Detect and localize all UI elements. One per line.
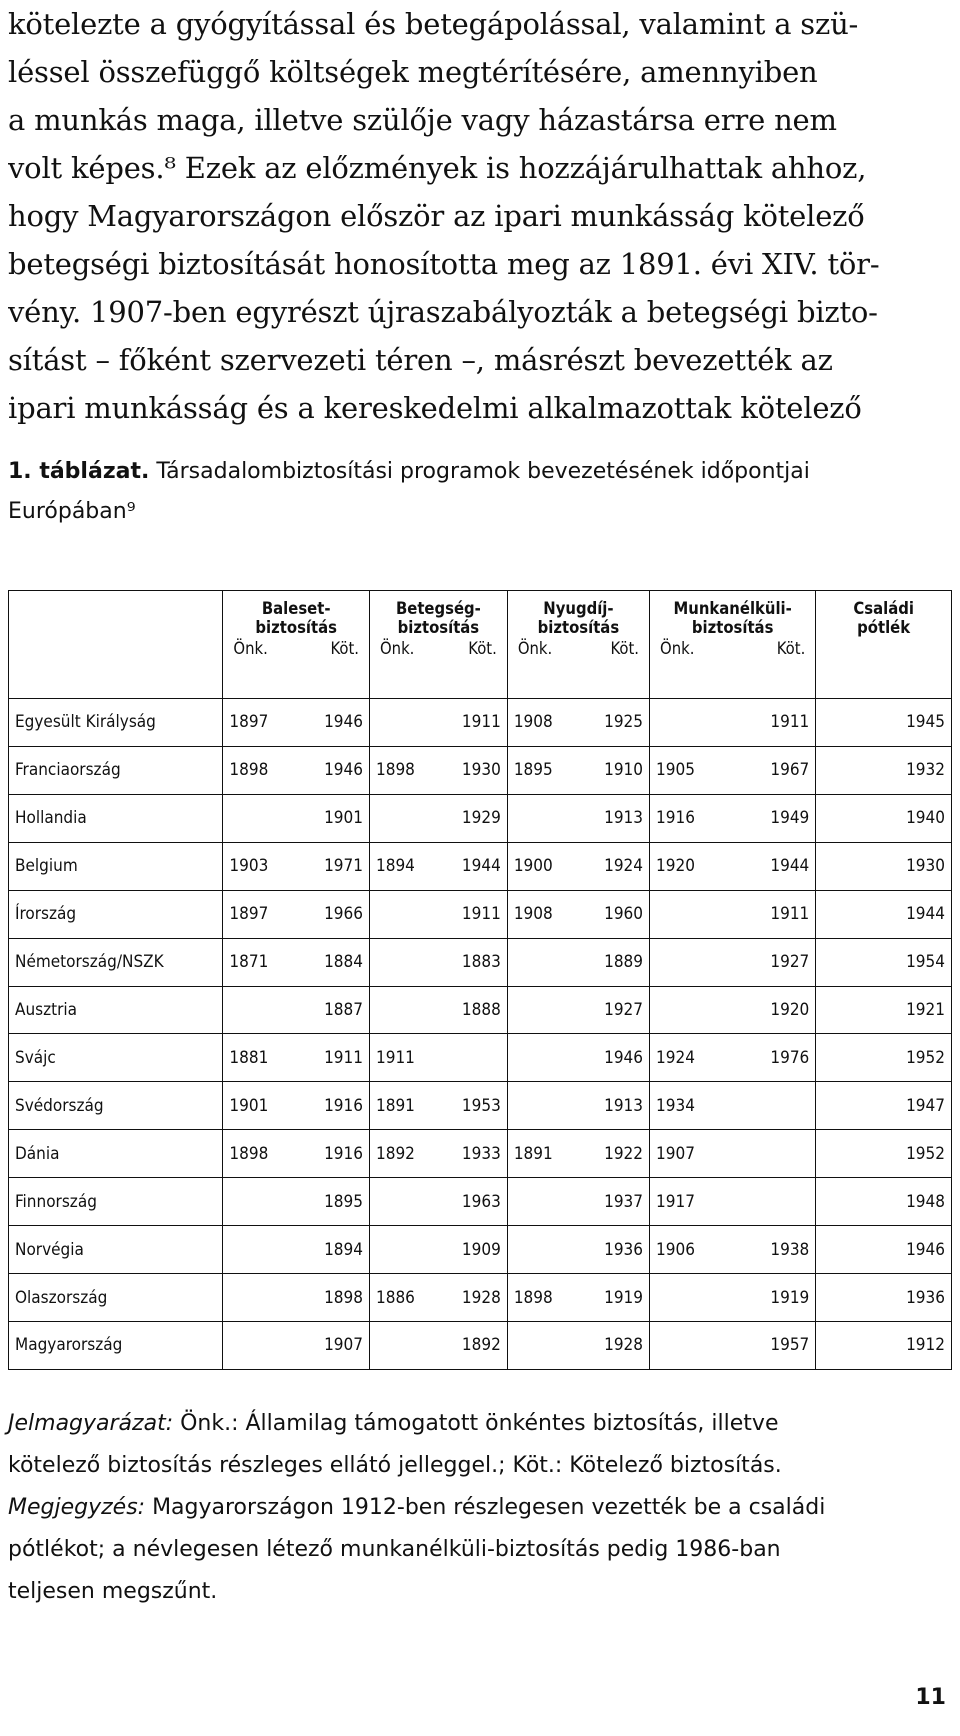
year-pair-cell xyxy=(650,842,816,890)
legend-text: kötelező biztosítás részleges ellátó jelleggel.; Köt.: Kötelező biztosítás. xyxy=(8,1453,782,1478)
year-kot: 1884 xyxy=(324,952,363,973)
table-row xyxy=(9,794,952,842)
family-allowance-cell: 1944 xyxy=(816,890,952,938)
year-onk: 1892 xyxy=(375,1143,415,1164)
table-row xyxy=(9,1274,952,1322)
year-kot: 1889 xyxy=(604,952,644,973)
year-pair-cell xyxy=(650,938,816,986)
year-pair-cell xyxy=(650,1178,816,1226)
body-line: betegségi biztosítását honosította meg az 1891. évi XIV. tör- xyxy=(8,247,880,281)
year-kot: 1883 xyxy=(461,952,501,973)
year-kot: 1901 xyxy=(324,808,363,829)
year-pair-cell xyxy=(650,1082,816,1130)
year-onk xyxy=(514,1096,554,1116)
year-onk xyxy=(656,952,696,972)
year-onk xyxy=(656,904,696,924)
year-kot: 1919 xyxy=(770,1287,810,1308)
year-onk: 1894 xyxy=(375,856,415,877)
table-row xyxy=(9,1082,952,1130)
year-pair-cell xyxy=(223,699,370,747)
year-onk: 1901 xyxy=(229,1095,269,1116)
subheader-kot: Köt. xyxy=(330,639,359,658)
year-pair-cell xyxy=(650,986,816,1034)
year-kot: 1966 xyxy=(324,904,363,925)
country-cell: Írország xyxy=(9,890,223,938)
year-kot: 1911 xyxy=(461,904,501,925)
year-pair-cell xyxy=(507,699,649,747)
country-cell: Belgium xyxy=(9,842,223,890)
year-onk xyxy=(229,1335,269,1355)
country-cell: Dánia xyxy=(9,1130,223,1178)
year-kot: 1910 xyxy=(604,760,644,781)
year-onk xyxy=(514,1192,554,1212)
year-onk xyxy=(376,1240,416,1260)
year-kot: 1953 xyxy=(461,1095,501,1116)
year-pair-cell xyxy=(369,1321,507,1369)
year-pair-cell xyxy=(369,1274,507,1322)
year-onk xyxy=(376,808,416,828)
year-pair-cell xyxy=(369,1034,507,1082)
year-onk: 1905 xyxy=(656,760,695,781)
year-onk: 1898 xyxy=(229,1143,269,1164)
year-kot: 1949 xyxy=(770,808,810,829)
year-pair-cell xyxy=(223,1274,370,1322)
year-onk xyxy=(514,1240,554,1260)
year-pair-cell xyxy=(223,890,370,938)
year-onk: 1908 xyxy=(513,712,553,733)
year-kot: 1946 xyxy=(324,760,363,781)
family-allowance-cell: 1921 xyxy=(816,986,952,1034)
year-pair-cell xyxy=(507,1321,649,1369)
family-allowance-cell: 1912 xyxy=(816,1321,952,1369)
year-kot xyxy=(769,1192,809,1212)
year-onk xyxy=(229,1288,269,1308)
year-onk: 1907 xyxy=(656,1143,695,1164)
year-pair-cell xyxy=(507,986,649,1034)
subheader-kot: Köt. xyxy=(468,639,497,658)
year-onk: 1924 xyxy=(656,1047,695,1068)
year-onk: 1886 xyxy=(375,1287,415,1308)
year-kot: 1930 xyxy=(461,760,501,781)
year-kot: 1909 xyxy=(461,1239,501,1260)
year-pair-cell xyxy=(223,1130,370,1178)
year-kot: 1960 xyxy=(604,904,644,925)
header-line: biztosítás xyxy=(397,618,480,637)
table-container xyxy=(8,590,952,1370)
year-kot: 1911 xyxy=(324,1047,363,1068)
note-text: teljesen megszűnt. xyxy=(8,1579,218,1604)
year-pair-cell xyxy=(507,1274,649,1322)
table-row xyxy=(9,890,952,938)
year-pair-cell xyxy=(223,1178,370,1226)
year-pair-cell xyxy=(223,938,370,986)
body-line: sítást – főként szervezeti téren –, másrészt bevezették az xyxy=(8,343,833,377)
year-pair-cell xyxy=(650,1226,816,1274)
year-kot: 1957 xyxy=(770,1335,810,1356)
year-pair-cell xyxy=(507,938,649,986)
family-allowance-cell: 1936 xyxy=(816,1274,952,1322)
year-pair-cell xyxy=(223,746,370,794)
year-kot: 1916 xyxy=(324,1143,363,1164)
year-kot: 1927 xyxy=(604,999,644,1020)
year-kot: 1944 xyxy=(770,856,810,877)
header-line: pótlék xyxy=(857,618,911,637)
year-pair-cell xyxy=(507,842,649,890)
family-allowance-cell: 1945 xyxy=(816,699,952,747)
year-kot: 1913 xyxy=(604,808,644,829)
country-cell: Svédország xyxy=(9,1082,223,1130)
year-onk xyxy=(376,1192,416,1212)
year-kot: 1888 xyxy=(461,999,501,1020)
year-pair-cell xyxy=(369,1226,507,1274)
family-allowance-cell: 1932 xyxy=(816,746,952,794)
caption-text-2: Európában⁹ xyxy=(8,499,136,524)
table-header-row xyxy=(9,591,952,699)
year-onk xyxy=(514,808,554,828)
header-corner xyxy=(9,591,223,699)
year-pair-cell xyxy=(369,938,507,986)
year-pair-cell xyxy=(223,794,370,842)
year-kot xyxy=(769,1096,809,1116)
year-onk: 1903 xyxy=(229,856,269,877)
year-pair-cell xyxy=(369,842,507,890)
caption-text: Társadalombiztosítási programok bevezetésének időpontjai xyxy=(149,459,810,484)
family-allowance-cell: 1952 xyxy=(816,1034,952,1082)
year-onk: 1898 xyxy=(375,760,415,781)
year-onk: 1920 xyxy=(656,856,695,877)
year-kot: 1913 xyxy=(604,1095,644,1116)
year-onk: 1897 xyxy=(229,904,269,925)
year-kot: 1967 xyxy=(770,760,810,781)
year-kot: 1924 xyxy=(604,856,644,877)
table-body xyxy=(9,699,952,1370)
year-onk: 1897 xyxy=(229,712,269,733)
year-onk: 1908 xyxy=(513,904,553,925)
year-onk xyxy=(376,1335,416,1355)
legend-label: Jelmagyarázat: xyxy=(8,1411,174,1436)
year-kot: 1938 xyxy=(770,1239,810,1260)
year-kot: 1898 xyxy=(324,1287,363,1308)
body-line: hogy Magyarországon először az ipari munkásság kötelező xyxy=(8,199,865,233)
year-kot: 1895 xyxy=(324,1191,363,1212)
header-line: Munkanélküli- xyxy=(673,599,792,618)
year-pair-cell xyxy=(369,746,507,794)
year-kot: 1911 xyxy=(770,712,810,733)
year-onk: 1881 xyxy=(229,1047,269,1068)
year-kot: 1925 xyxy=(604,712,644,733)
year-kot: 1963 xyxy=(461,1191,501,1212)
year-onk xyxy=(514,1000,554,1020)
year-pair-cell xyxy=(369,1130,507,1178)
family-allowance-cell: 1940 xyxy=(816,794,952,842)
year-pair-cell xyxy=(369,699,507,747)
family-allowance-cell: 1954 xyxy=(816,938,952,986)
year-onk: 1911 xyxy=(375,1047,415,1068)
family-allowance-cell: 1948 xyxy=(816,1178,952,1226)
header-cell xyxy=(223,591,370,699)
table-row xyxy=(9,842,952,890)
year-onk: 1898 xyxy=(229,760,269,781)
year-pair-cell xyxy=(223,986,370,1034)
year-pair-cell xyxy=(507,890,649,938)
year-kot xyxy=(461,1048,501,1068)
year-onk: 1898 xyxy=(513,1287,553,1308)
header-line: biztosítás xyxy=(537,618,620,637)
year-onk xyxy=(376,1000,416,1020)
year-pair-cell xyxy=(650,699,816,747)
year-pair-cell xyxy=(223,1321,370,1369)
year-pair-cell xyxy=(507,1034,649,1082)
year-pair-cell xyxy=(650,1321,816,1369)
year-kot: 1937 xyxy=(604,1191,644,1212)
table-row xyxy=(9,1321,952,1369)
year-onk: 1934 xyxy=(656,1095,695,1116)
year-onk: 1895 xyxy=(513,760,553,781)
year-onk xyxy=(376,904,416,924)
year-kot: 1928 xyxy=(461,1287,501,1308)
year-kot: 1946 xyxy=(324,712,363,733)
year-onk: 1917 xyxy=(656,1191,695,1212)
country-cell: Norvégia xyxy=(9,1226,223,1274)
year-kot: 1944 xyxy=(461,856,501,877)
header-line: Családi xyxy=(853,599,914,618)
year-onk xyxy=(656,1000,696,1020)
year-onk xyxy=(656,1288,696,1308)
year-onk: 1900 xyxy=(513,856,553,877)
year-pair-cell xyxy=(223,1034,370,1082)
year-onk xyxy=(514,1335,554,1355)
year-pair-cell xyxy=(650,794,816,842)
country-cell: Franciaország xyxy=(9,746,223,794)
year-onk: 1916 xyxy=(656,808,695,829)
data-table xyxy=(8,590,952,1370)
year-kot: 1946 xyxy=(604,1047,644,1068)
year-pair-cell xyxy=(507,1178,649,1226)
year-onk xyxy=(229,808,269,828)
year-pair-cell xyxy=(650,890,816,938)
year-kot: 1976 xyxy=(770,1047,810,1068)
year-kot: 1907 xyxy=(324,1335,363,1356)
header-cell xyxy=(816,591,952,699)
subheader-kot: Köt. xyxy=(776,639,806,658)
table-row xyxy=(9,938,952,986)
year-pair-cell xyxy=(223,842,370,890)
header-cell xyxy=(369,591,507,699)
table-row xyxy=(9,1130,952,1178)
country-cell: Egyesült Királyság xyxy=(9,699,223,747)
note-label: Megjegyzés: xyxy=(8,1495,146,1520)
body-line: léssel összefüggő költségek megtérítésére, amennyiben xyxy=(8,55,818,89)
table-row xyxy=(9,1226,952,1274)
year-pair-cell xyxy=(369,890,507,938)
table-row xyxy=(9,699,952,747)
subheader-onk: Önk. xyxy=(517,639,553,658)
year-pair-cell xyxy=(507,1082,649,1130)
year-pair-cell xyxy=(223,1226,370,1274)
country-cell: Hollandia xyxy=(9,794,223,842)
body-line: ipari munkásság és a kereskedelmi alkalmazottak kötelező xyxy=(8,391,862,425)
year-kot: 1894 xyxy=(324,1239,363,1260)
table-row xyxy=(9,1178,952,1226)
family-allowance-cell: 1946 xyxy=(816,1226,952,1274)
year-onk xyxy=(376,712,416,732)
year-pair-cell xyxy=(650,1034,816,1082)
table-caption xyxy=(8,452,953,532)
year-kot: 1887 xyxy=(324,999,363,1020)
year-pair-cell xyxy=(369,1082,507,1130)
subheader-kot: Köt. xyxy=(610,639,640,658)
header-cell xyxy=(507,591,649,699)
year-onk: 1906 xyxy=(656,1239,695,1260)
year-pair-cell xyxy=(507,794,649,842)
subheader-onk: Önk. xyxy=(233,639,268,658)
year-onk xyxy=(656,712,696,732)
year-kot: 1928 xyxy=(604,1335,644,1356)
table-row xyxy=(9,1034,952,1082)
caption-label: 1. táblázat. xyxy=(8,459,150,484)
year-pair-cell xyxy=(507,1130,649,1178)
body-line: vény. 1907-ben egyrészt újraszabályozták a betegségi bizto- xyxy=(8,295,878,329)
year-onk: 1891 xyxy=(375,1095,415,1116)
header-cell xyxy=(650,591,816,699)
header-line: biztosítás xyxy=(255,618,337,637)
year-onk xyxy=(656,1335,696,1355)
family-allowance-cell: 1930 xyxy=(816,842,952,890)
header-line: Nyugdíj- xyxy=(543,599,614,618)
body-line: a munkás maga, illetve szülője vagy házastársa erre nem xyxy=(8,103,837,137)
year-pair-cell xyxy=(369,986,507,1034)
country-cell: Ausztria xyxy=(9,986,223,1034)
year-pair-cell xyxy=(650,1274,816,1322)
year-onk xyxy=(514,1048,554,1068)
year-pair-cell xyxy=(507,746,649,794)
subheader-onk: Önk. xyxy=(660,639,695,658)
body-paragraph xyxy=(8,0,953,432)
year-onk: 1891 xyxy=(513,1143,553,1164)
year-kot: 1922 xyxy=(604,1143,644,1164)
table-row xyxy=(9,746,952,794)
body-line: volt képes.⁸ Ezek az előzmények is hozzájárulhattak ahhoz, xyxy=(8,151,867,185)
year-kot: 1919 xyxy=(604,1287,644,1308)
legend-text: Önk.: Államilag támogatott önkéntes biztosítás, illetve xyxy=(173,1411,779,1436)
table-legend xyxy=(8,1403,953,1613)
year-kot: 1916 xyxy=(324,1095,363,1116)
year-onk xyxy=(229,1000,269,1020)
year-kot: 1920 xyxy=(770,999,810,1020)
table-row xyxy=(9,986,952,1034)
year-pair-cell xyxy=(223,1082,370,1130)
country-cell: Svájc xyxy=(9,1034,223,1082)
year-kot: 1892 xyxy=(461,1335,501,1356)
subheader-onk: Önk. xyxy=(379,639,415,658)
year-kot: 1936 xyxy=(604,1239,644,1260)
country-cell: Magyarország xyxy=(9,1321,223,1369)
body-line: kötelezte a gyógyítással és betegápolással, valamint a szü- xyxy=(8,7,859,41)
year-kot: 1929 xyxy=(461,808,501,829)
country-cell: Olaszország xyxy=(9,1274,223,1322)
year-kot: 1911 xyxy=(770,904,810,925)
year-pair-cell xyxy=(369,794,507,842)
note-text: Magyarországon 1912-ben részlegesen vezették be a családi xyxy=(145,1495,826,1520)
year-pair-cell xyxy=(507,1226,649,1274)
year-kot: 1927 xyxy=(770,952,810,973)
year-kot: 1971 xyxy=(324,856,363,877)
header-line: biztosítás xyxy=(691,618,774,637)
year-kot: 1933 xyxy=(461,1143,501,1164)
note-text: pótlékot; a névlegesen létező munkanélküli-biztosítás pedig 1986-ban xyxy=(8,1537,781,1562)
country-cell: Németország/NSZK xyxy=(9,938,223,986)
year-pair-cell xyxy=(650,746,816,794)
year-kot: 1911 xyxy=(461,712,501,733)
header-line: Betegség- xyxy=(395,599,481,618)
header-line: Baleset- xyxy=(261,599,331,618)
year-pair-cell xyxy=(369,1178,507,1226)
year-onk: 1871 xyxy=(229,952,269,973)
family-allowance-cell: 1947 xyxy=(816,1082,952,1130)
year-onk xyxy=(229,1192,269,1212)
year-kot xyxy=(769,1144,809,1164)
country-cell: Finnország xyxy=(9,1178,223,1226)
family-allowance-cell: 1952 xyxy=(816,1130,952,1178)
year-onk xyxy=(229,1240,269,1260)
year-pair-cell xyxy=(650,1130,816,1178)
year-onk xyxy=(376,952,416,972)
page-number: 11 xyxy=(915,1685,946,1710)
year-onk xyxy=(514,952,554,972)
